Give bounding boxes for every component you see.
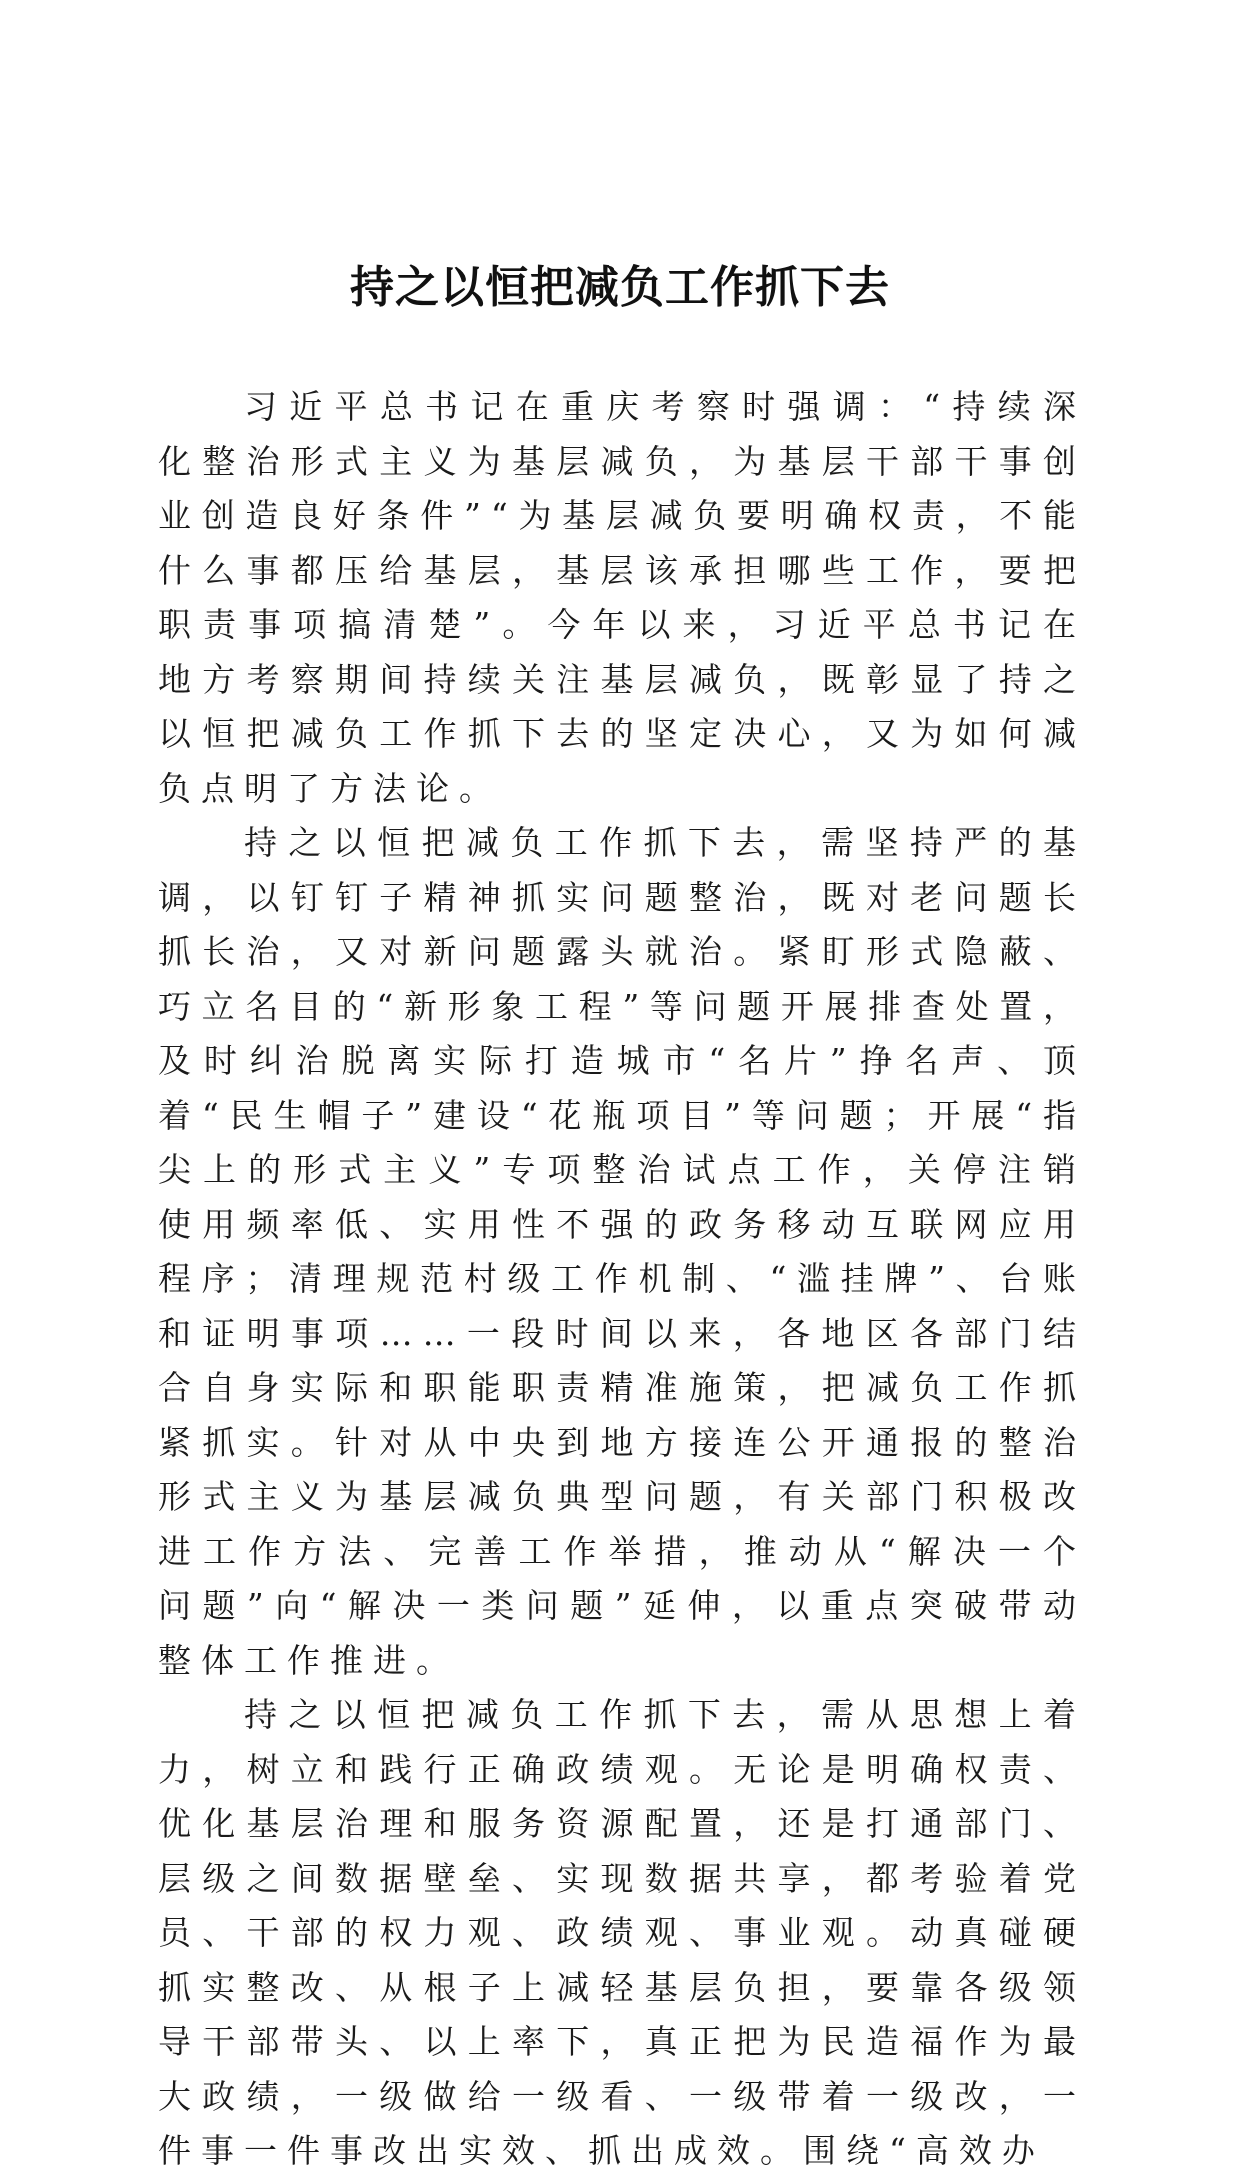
paragraph-2: 持之以恒把减负工作抓下去，需坚持严的基调，以钉钉子精神抓实问题整治，既对老问题长抓长治，又对新问题露头就治。紧盯形式隐蔽、巧立名目的“新形象工程”等问题开展排查处置，及时纠治脱离实际打造城市“名片”挣名声、顶着“民生帽子”建设“花瓶项目”等问题；开展“指尖上的形式主义”专项整治试点工作，关停注销使用频率低、实用性不强的政务移动互联网应用程序；清理规范村级工作机制、“滥挂牌”、台账和证明事项……一段时间以来，各地区各部门结合自身实际和职能职责精准施策，把减负工作抓紧抓实。针对从中央到地方接连公开通报的整治形式主义为基层减负典型问题，有关部门积极改进工作方法、完善工作举措，推动从“解决一个问题”向“解决一类问题”延伸，以重点突破带动整体工作推进。 <box>158 823 1086 1680</box>
paragraph-1: 习近平总书记在重庆考察时强调：“持续深化整治形式主义为基层减负，为基层干部干事创业创造良好条件”“为基层减负要明确权责，不能什么事都压给基层，基层该承担哪些工作，要把职责事项搞清楚”。今年以来，习近平总书记在地方考察期间持续关注基层减负，既彰显了持之以恒把减负工作抓下去的坚定决心，又为如何减负点明了方法论。 <box>158 387 1086 808</box>
paragraph-3: 持之以恒把减负工作抓下去，需从思想上着力，树立和践行正确政绩观。无论是明确权责、优化基层治理和服务资源配置，还是打通部门、层级之间数据壁垒、实现数据共享，都考验着党员、干部的权力观、政绩观、事业观。动真碰硬抓实整改、从根子上减轻基层负担，要靠各级领导干部带头、以上率下，真正把为民造福作为最大政绩，一级做给一级看、一级带着一级改，一件事一件事改出实效、抓出成效。围绕“高效办 <box>158 1695 1086 2170</box>
document-body <box>158 380 1086 2179</box>
document-title: 持之以恒把减负工作抓下去 <box>350 262 890 313</box>
